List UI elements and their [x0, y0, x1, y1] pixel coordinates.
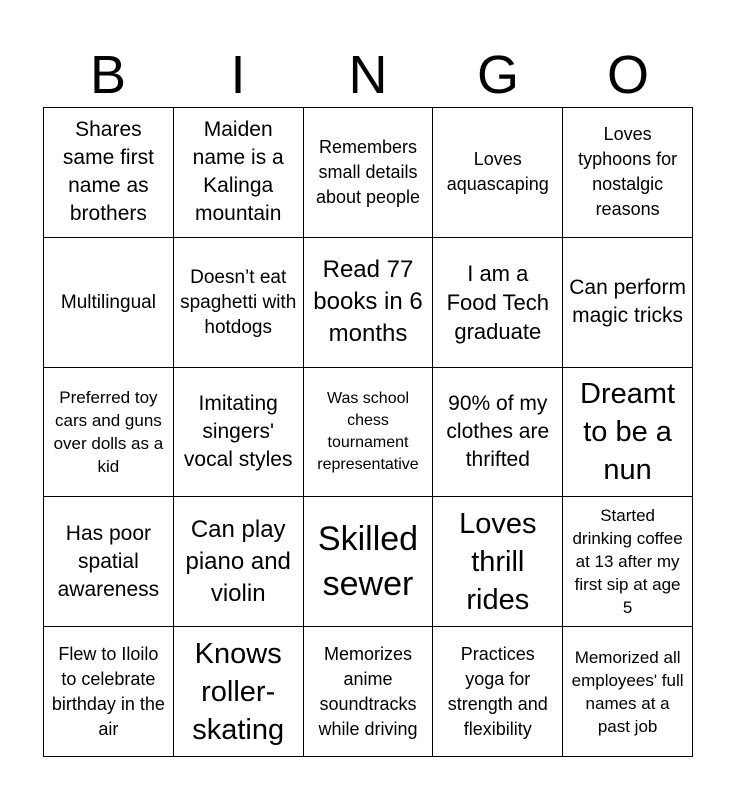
bingo-square[interactable] — [44, 238, 174, 368]
header-letter-i: I — [230, 45, 246, 105]
header-letter-n: N — [348, 45, 388, 105]
bingo-square[interactable] — [563, 108, 693, 238]
bingo-square-text: Doesn’t eat spaghetti with hotdogs — [180, 266, 297, 338]
bingo-square-text: Can perform magic tricks — [569, 276, 686, 328]
bingo-square[interactable] — [44, 627, 174, 757]
bingo-square-text: Remembers small details about people — [315, 136, 421, 207]
bingo-square[interactable] — [304, 368, 434, 498]
bingo-square[interactable] — [433, 108, 563, 238]
bingo-square-text: Read 77 books in 6 months — [313, 256, 423, 348]
bingo-square[interactable] — [44, 497, 174, 627]
bingo-square[interactable] — [174, 238, 304, 368]
bingo-square[interactable] — [174, 627, 304, 757]
bingo-square[interactable] — [304, 627, 434, 757]
bingo-square[interactable] — [174, 368, 304, 498]
bingo-square-text: Started drinking coffee at 13 after my first sip at age 5 — [572, 506, 683, 618]
bingo-header — [43, 42, 693, 108]
bingo-square-text: Imitating singers' vocal styles — [183, 391, 293, 471]
bingo-square-text: Flew to Iloilo to celebrate birthday in the air — [51, 643, 165, 739]
header-letter-b: B — [89, 45, 127, 105]
bingo-square[interactable] — [174, 108, 304, 238]
bingo-square[interactable] — [304, 497, 434, 627]
bingo-square[interactable] — [304, 238, 434, 368]
bingo-square[interactable] — [563, 627, 693, 757]
bingo-square-text: Shares same first name as brothers — [62, 118, 154, 226]
bingo-square-text: Maiden name is a Kalinga mountain — [192, 118, 284, 226]
bingo-square-text: Was school chess tournament representative — [317, 389, 419, 473]
bingo-square-text: Preferred toy cars and guns over dolls as a kid — [53, 387, 164, 476]
bingo-square-text: Knows roller-skating — [192, 637, 285, 746]
bingo-square[interactable] — [433, 497, 563, 627]
bingo-square[interactable] — [44, 368, 174, 498]
bingo-square-text: Memorizes anime soundtracks while driving — [318, 643, 418, 739]
bingo-square[interactable] — [563, 368, 693, 498]
bingo-square[interactable] — [433, 238, 563, 368]
bingo-square[interactable] — [44, 108, 174, 238]
bingo-square[interactable] — [433, 627, 563, 757]
bingo-square-text: Has poor spatial awareness — [57, 521, 160, 601]
bingo-square-text: Loves thrill rides — [459, 507, 537, 616]
bingo-square-text: Dreamt to be a nun — [580, 377, 676, 486]
bingo-square[interactable] — [174, 497, 304, 627]
bingo-square[interactable] — [563, 238, 693, 368]
bingo-square-text: I am a Food Tech graduate — [446, 260, 549, 344]
bingo-square-text: Memorized all employees' full names at a past job — [571, 647, 684, 736]
bingo-square[interactable] — [433, 368, 563, 498]
bingo-square-text: Loves typhoons for nostalgic reasons — [578, 124, 678, 220]
header-letter-o: O — [606, 45, 649, 105]
bingo-square-text: 90% of my clothes are thrifted — [446, 391, 550, 471]
bingo-square-text: Multilingual — [60, 291, 156, 313]
bingo-card-grid — [43, 107, 693, 757]
bingo-square-text: Practices yoga for strength and flexibility — [447, 643, 548, 739]
bingo-square-text: Loves aquascaping — [446, 149, 549, 195]
bingo-square[interactable] — [304, 108, 434, 238]
bingo-square[interactable] — [563, 497, 693, 627]
header-letter-g: G — [476, 45, 519, 105]
bingo-square-text: Can play piano and violin — [185, 515, 291, 607]
bingo-square-text: Skilled sewer — [317, 519, 419, 603]
